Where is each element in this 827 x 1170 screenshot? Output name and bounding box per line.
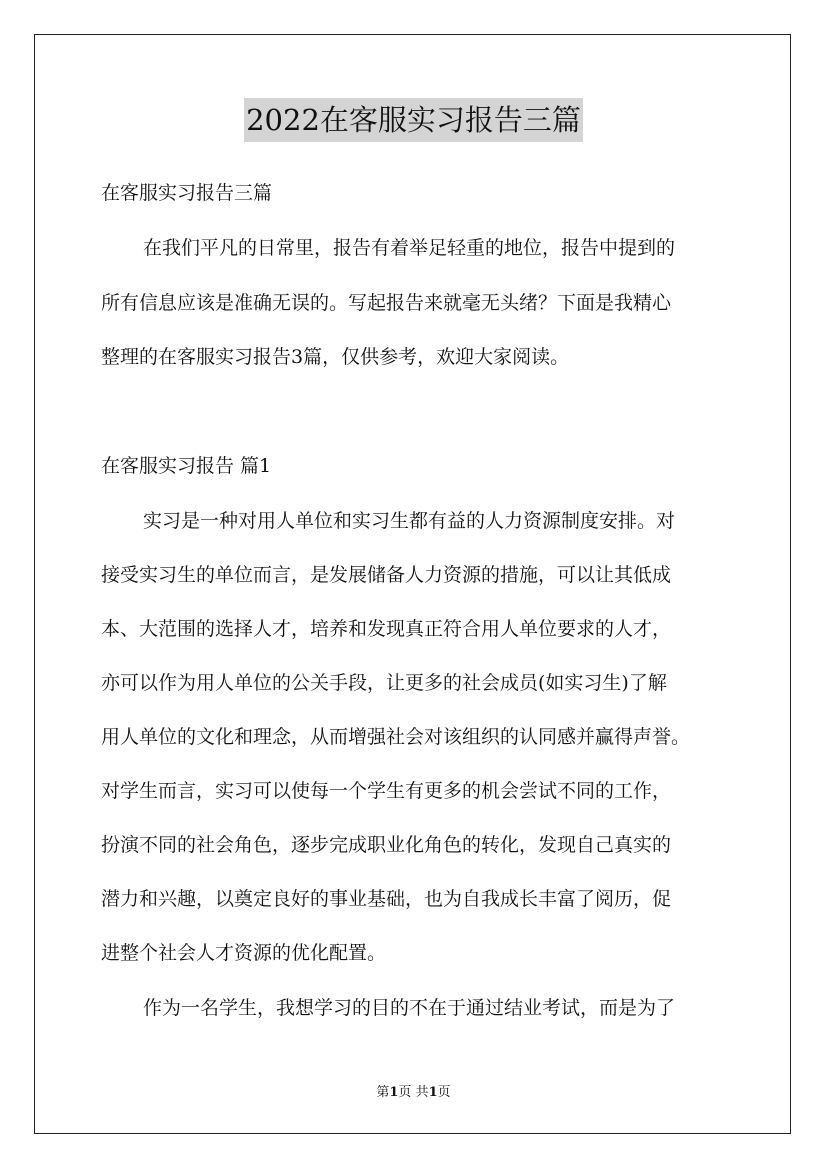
- footer-mid: 页 共: [398, 1085, 429, 1100]
- body-line: 本、大范围的选择人才，培养和发现真正符合用人单位要求的人才，: [101, 618, 672, 640]
- footer-suffix: 页: [437, 1085, 451, 1100]
- body-line: 潜力和兴趣，以奠定良好的事业基础，也为自我成长丰富了阅历，促: [101, 888, 672, 910]
- footer-page-total: 1: [428, 1085, 438, 1100]
- document-title: 2022在客服实习报告三篇: [244, 98, 583, 142]
- body-line: 接受实习生的单位而言，是发展储备人力资源的措施，可以让其低成: [101, 564, 672, 586]
- intro-line: 整理的在客服实习报告3篇，仅供参考，欢迎大家阅读。: [101, 346, 570, 368]
- body-line: 实习是一种对用人单位和实习生都有益的人力资源制度安排。对: [143, 510, 676, 532]
- body-line: 亦可以作为用人单位的公关手段，让更多的社会成员(如实习生)了解: [101, 672, 667, 694]
- body-line: 扮演不同的社会角色，逐步完成职业化角色的转化，发现自己真实的: [101, 834, 672, 856]
- subtitle: 在客服实习报告三篇: [101, 182, 273, 204]
- intro-line: 在我们平凡的日常里，报告有着举足轻重的地位，报告中提到的: [143, 237, 676, 259]
- intro-line: 所有信息应该是准确无误的。写起报告来就毫无头绪？下面是我精心: [101, 292, 672, 314]
- footer-prefix: 第: [376, 1085, 390, 1100]
- body-line: 对学生而言，实习可以使每一个学生有更多的机会尝试不同的工作，: [101, 780, 672, 802]
- document-title-wrap: [0, 98, 827, 142]
- body-line: 用人单位的文化和理念，从而增强社会对该组织的认同感并赢得声誉。: [101, 726, 691, 748]
- body-line: 作为一名学生，我想学习的目的不在于通过结业考试，而是为了: [143, 997, 676, 1019]
- footer-page-number: 1: [389, 1085, 399, 1100]
- body-line: 进整个社会人才资源的优化配置。: [101, 942, 387, 964]
- page-footer: [0, 1084, 827, 1102]
- section-heading: 在客服实习报告 篇1: [101, 455, 272, 477]
